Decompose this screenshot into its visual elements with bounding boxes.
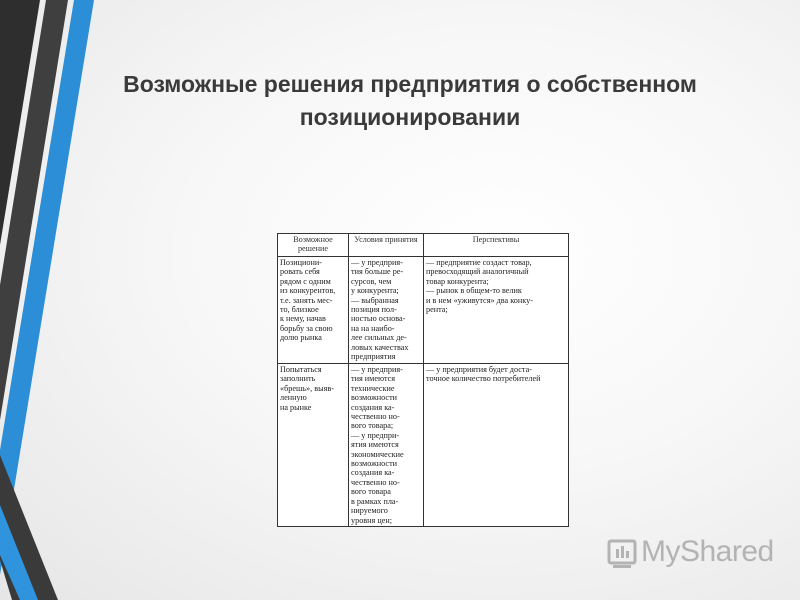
- cell-prospects: — предприятие создаст товар, превосходящий аналогичный товар конкурента; — рынок в общем-то велик и в нем «уживутся» два конку- рента;: [424, 257, 569, 364]
- positioning-table: [277, 233, 569, 527]
- cell-decision: Попытаться заполнить «брешь», выяв- ленную на рынке: [278, 364, 349, 527]
- slide-title-line-1: Возможные решения предприятия о собственном: [123, 71, 697, 97]
- slide-title: [80, 68, 740, 134]
- column-header-conditions: Условия принятия: [349, 234, 424, 257]
- cell-conditions: — у предприя- тия имеются технические возможности создания ка- чественно но- вого товара; — у предпри- ятия имеются экономические возможности создания ка- чественно но- вого товара в рамках пла- нируемого уровня цен;: [349, 364, 424, 527]
- column-header-decision: Возможное решение: [278, 234, 349, 257]
- cell-decision: Позициони- ровать себя рядом с одним из конкурентов, т.е. занять мес- то, близкое к нему, начав борьбу за свою долю рынка: [278, 257, 349, 364]
- table-row: [278, 257, 569, 364]
- watermark-text: MyShared: [641, 535, 774, 568]
- slide-title-line-2: позиционировании: [299, 104, 521, 130]
- cell-prospects: — у предприятия будет доста- точное количество потребителей: [424, 364, 569, 527]
- table-header-row: [278, 234, 569, 257]
- column-header-prospects: Перспективы: [424, 234, 569, 257]
- cell-conditions: — у предприя- тия больше ре- сурсов, чем у конкурента; — выбранная позиция пол- ностью основа- на на наибо- лее сильных де- ловых качествах предприятия: [349, 257, 424, 364]
- table-row: [278, 364, 569, 527]
